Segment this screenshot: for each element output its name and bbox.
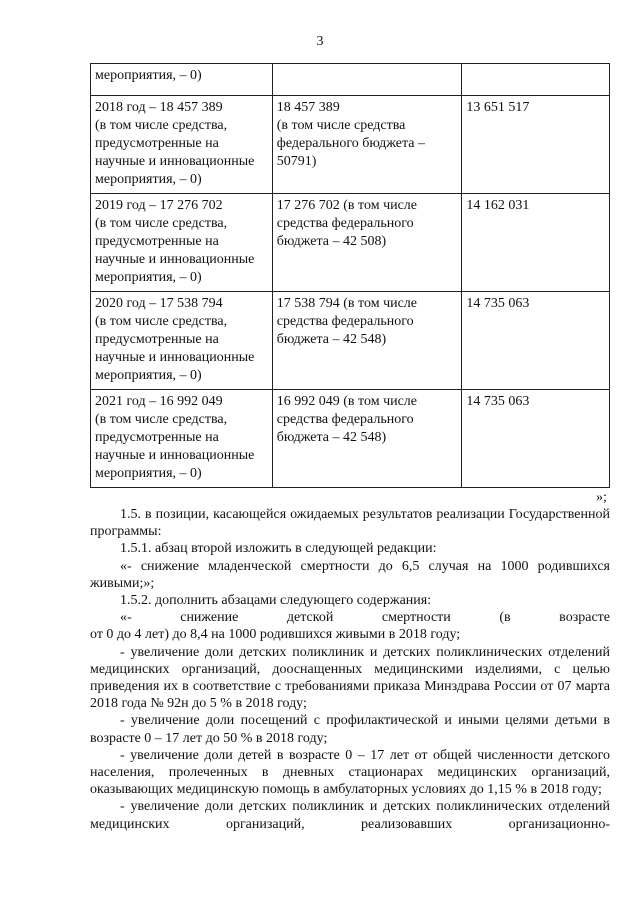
table-cell: мероприятия, – 0) <box>91 64 273 96</box>
paragraph: от 0 до 4 лет) до 8,4 на 1000 родившихся живыми в 2018 году; <box>90 627 461 643</box>
closing-quote-mark: »; <box>596 490 607 505</box>
table-row <box>91 96 610 194</box>
cell-line: средства федерального <box>276 412 414 427</box>
cell-line: научные и инновационные <box>95 350 255 365</box>
table-cell: 13 651 517 <box>462 96 610 194</box>
table-cell: 14 735 063 <box>462 390 610 488</box>
cell-line: научные и инновационные <box>95 252 255 267</box>
paragraph: 1.5.2. дополнить абзацами следующего содержания: <box>120 593 432 609</box>
table-row <box>91 194 610 292</box>
table-cell <box>272 292 462 390</box>
paragraph: - увеличение доли посещений с профилактической и иными целями детьми в возрасте 0 – 17 лет до 50 % в 2018 году; <box>90 713 610 746</box>
table-cell <box>272 390 462 488</box>
paragraph: - увеличение доли детей в возрасте 0 – 17 лет от общей численности детского населения, пролеченных в дневных стационарах медицинских организаций, оказывающих медицинскую помощь в амбулаторных условиях до 1,15 % в 2018 году; <box>90 747 610 798</box>
paragraph: «- снижение детской смертности (в возрасте <box>120 610 610 626</box>
cell-line: бюджета – 42 548) <box>276 332 387 347</box>
cell-line: бюджета – 42 508) <box>276 234 387 249</box>
paragraph: - увеличение доли детских поликлиник и детских поликлинических отделений медицинских организаций, реализовавших организационно- <box>90 799 610 832</box>
cell-line: 16 992 049 (в том числе <box>276 394 418 409</box>
cell-line: 17 276 702 (в том числе <box>276 198 418 213</box>
cell-line: 50791) <box>276 154 317 169</box>
cell-line: 2018 год – 18 457 389 <box>95 100 223 115</box>
table-row <box>91 390 610 488</box>
cell-line: мероприятия, – 0) <box>95 270 202 285</box>
cell-line: федерального бюджета – <box>276 136 425 151</box>
table-cell <box>91 194 273 292</box>
cell-line: средства федерального <box>276 216 414 231</box>
cell-line: (в том числе средства, <box>95 216 228 231</box>
table-cell <box>272 194 462 292</box>
cell-line: мероприятия, – 0) <box>95 466 202 481</box>
table-cell <box>272 64 462 96</box>
table-cell <box>91 292 273 390</box>
cell-line: мероприятия, – 0) <box>95 368 202 383</box>
table-row <box>91 292 610 390</box>
table-cell <box>91 390 273 488</box>
cell-line: 2021 год – 16 992 049 <box>95 394 223 409</box>
cell-line: 18 457 389 <box>276 100 340 115</box>
paragraph: 1.5. в позиции, касающейся ожидаемых результатов реализации Государственной программы: <box>90 507 610 540</box>
amendment-text <box>90 506 610 833</box>
cell-line: (в том числе средства, <box>95 412 228 427</box>
cell-line: (в том числе средства, <box>95 118 228 133</box>
paragraph: 1.5.1. абзац второй изложить в следующей редакции: <box>120 541 437 557</box>
cell-line: 17 538 794 (в том числе <box>276 296 418 311</box>
table-cell: 14 162 031 <box>462 194 610 292</box>
paragraph: - увеличение доли детских поликлиник и детских поликлинических отделений медицинских организаций, дооснащенных медицинскими изделиями, с целью приведения их в соответствие с требованиями приказа Минздрава России от 07 марта 2018 года № 92н до 5 % в 2018 году; <box>90 644 610 712</box>
cell-line: мероприятия, – 0) <box>95 172 202 187</box>
cell-line: бюджета – 42 548) <box>276 430 387 445</box>
cell-line: предусмотренные на <box>95 234 219 249</box>
cell-line: предусмотренные на <box>95 332 219 347</box>
table-cell <box>91 96 273 194</box>
table-cell <box>462 64 610 96</box>
table-cell: 14 735 063 <box>462 292 610 390</box>
cell-line: научные и инновационные <box>95 154 255 169</box>
budget-table <box>90 63 610 488</box>
cell-line: научные и инновационные <box>95 448 255 463</box>
paragraph: «- снижение младенческой смертности до 6,5 случая на 1000 родившихся живыми;»; <box>90 558 610 591</box>
table-cell <box>272 96 462 194</box>
cell-line: (в том числе средства <box>276 118 406 133</box>
cell-line: средства федерального <box>276 314 414 329</box>
table-row <box>91 64 610 96</box>
cell-line: 2019 год – 17 276 702 <box>95 198 223 213</box>
cell-line: предусмотренные на <box>95 430 219 445</box>
cell-line: 2020 год – 17 538 794 <box>95 296 223 311</box>
cell-line: (в том числе средства, <box>95 314 228 329</box>
page-number: 3 <box>316 34 324 49</box>
cell-line: предусмотренные на <box>95 136 219 151</box>
